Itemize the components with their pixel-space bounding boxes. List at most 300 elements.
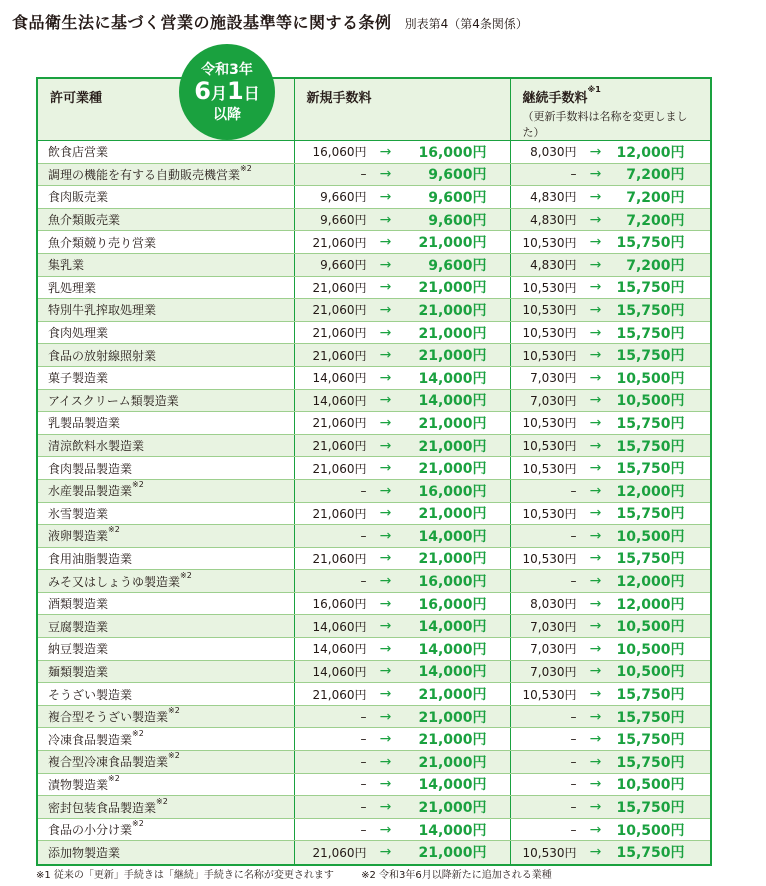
new-fee-old: 16,060円 (312, 597, 367, 612)
fee-table (36, 77, 712, 866)
new-fee-old: – (360, 777, 367, 792)
new-fee-cell (294, 344, 510, 367)
arrow-icon: → (379, 437, 392, 454)
renew-fee-cell (510, 299, 710, 322)
renew-fee-old: – (570, 483, 577, 498)
new-fee-cell (294, 728, 510, 751)
arrow-icon: → (379, 776, 392, 793)
business-type-cell: 集乳業 (38, 253, 294, 276)
table-row (38, 683, 710, 706)
business-type-cell: 食品の放射線照射業 (38, 344, 294, 367)
arrow-icon: → (379, 799, 392, 816)
business-type-cell: 冷凍食品製造業$^{※2}$ (38, 728, 294, 751)
renew-fee-cell (510, 412, 710, 435)
renew-fee-new: 15,750円 (616, 235, 685, 252)
business-type-cell: 酒類製造業 (38, 592, 294, 615)
new-fee-old: – (360, 528, 367, 543)
table-row (38, 344, 710, 367)
business-type-cell: 特別牛乳搾取処理業 (38, 299, 294, 322)
new-fee-new: 16,000円 (418, 144, 487, 161)
renew-fee-new: 15,750円 (616, 709, 685, 726)
new-fee-new: 21,000円 (418, 687, 487, 704)
renew-fee-cell (510, 841, 710, 864)
new-fee-new: 21,000円 (418, 551, 487, 568)
renew-fee-cell (510, 389, 710, 412)
table-row (38, 728, 710, 751)
arrow-icon: → (589, 211, 602, 228)
arrow-icon: → (379, 392, 392, 409)
renew-fee-new: 15,750円 (616, 438, 685, 455)
new-fee-old: 21,060円 (312, 303, 367, 318)
new-fee-cell (294, 253, 510, 276)
table-header-row (38, 79, 710, 141)
new-fee-new: 21,000円 (418, 845, 487, 862)
renew-fee-cell (510, 366, 710, 389)
renew-fee-cell (510, 525, 710, 548)
renew-fee-cell (510, 705, 710, 728)
renew-fee-new: 10,500円 (616, 664, 685, 681)
arrow-icon: → (379, 731, 392, 748)
renew-fee-old: – (570, 574, 577, 589)
business-type-cell: 麺類製造業 (38, 660, 294, 683)
new-fee-cell (294, 660, 510, 683)
renew-fee-cell (510, 638, 710, 661)
new-fee-new: 21,000円 (418, 235, 487, 252)
badge-date: 6月1日 (194, 76, 260, 105)
arrow-icon: → (589, 573, 602, 590)
arrow-icon: → (379, 324, 392, 341)
renew-fee-cell (510, 141, 710, 164)
renew-fee-old: 8,030円 (530, 597, 577, 612)
arrow-icon: → (589, 753, 602, 770)
new-fee-cell (294, 299, 510, 322)
business-type-cell: 豆腐製造業 (38, 615, 294, 638)
renew-fee-new: 15,750円 (616, 800, 685, 817)
new-fee-new: 9,600円 (428, 212, 487, 229)
arrow-icon: → (589, 414, 602, 431)
new-fee-new: 16,000円 (418, 483, 487, 500)
arrow-icon: → (379, 573, 392, 590)
renew-fee-cell (510, 344, 710, 367)
arrow-icon: → (379, 708, 392, 725)
renew-fee-new: 15,750円 (616, 687, 685, 704)
title-main: 食品衛生法に基づく営業の施設基準等に関する条例 (12, 13, 392, 32)
table-row (38, 841, 710, 864)
renew-fee-new: 7,200円 (626, 189, 685, 206)
arrow-icon: → (379, 595, 392, 612)
renew-fee-cell (510, 457, 710, 480)
new-fee-cell (294, 773, 510, 796)
table-row (38, 366, 710, 389)
renew-fee-old: 10,530円 (522, 326, 577, 341)
business-type-cell: 氷雪製造業 (38, 502, 294, 525)
new-fee-cell (294, 638, 510, 661)
table-row (38, 231, 710, 254)
arrow-icon: → (589, 279, 602, 296)
new-fee-new: 21,000円 (418, 461, 487, 478)
new-fee-cell (294, 615, 510, 638)
new-fee-cell (294, 841, 510, 864)
badge-year: 令和3年 (201, 61, 253, 78)
arrow-icon: → (379, 211, 392, 228)
renew-fee-new: 15,750円 (616, 280, 685, 297)
arrow-icon: → (379, 234, 392, 251)
renew-fee-old: 7,030円 (530, 619, 577, 634)
business-type-cell: 複合型そうざい製造業$^{※2}$ (38, 705, 294, 728)
renew-fee-cell (510, 321, 710, 344)
new-fee-new: 9,600円 (428, 257, 487, 274)
business-type-cell: 菓子製造業 (38, 366, 294, 389)
arrow-icon: → (379, 753, 392, 770)
new-fee-old: 9,660円 (320, 190, 367, 205)
renew-fee-new: 15,750円 (616, 506, 685, 523)
renew-fee-new: 10,500円 (616, 370, 685, 387)
renew-fee-old: 7,030円 (530, 371, 577, 386)
new-fee-cell (294, 818, 510, 841)
renew-fee-old: 10,530円 (522, 687, 577, 702)
new-fee-new: 21,000円 (418, 415, 487, 432)
new-fee-new: 14,000円 (418, 619, 487, 636)
arrow-icon: → (589, 618, 602, 635)
business-type-cell: 食品の小分け業$^{※2}$ (38, 818, 294, 841)
arrow-icon: → (589, 188, 602, 205)
business-type-cell: 複合型冷凍食品製造業$^{※2}$ (38, 751, 294, 774)
arrow-icon: → (379, 414, 392, 431)
new-fee-cell (294, 502, 510, 525)
arrow-icon: → (589, 460, 602, 477)
renew-fee-new: 10,500円 (616, 822, 685, 839)
table-row (38, 208, 710, 231)
renew-fee-new: 15,750円 (616, 415, 685, 432)
table-row (38, 141, 710, 164)
arrow-icon: → (379, 460, 392, 477)
new-fee-cell (294, 457, 510, 480)
renew-fee-new: 15,750円 (616, 302, 685, 319)
new-fee-cell (294, 412, 510, 435)
badge-since: 以降 (213, 106, 241, 123)
business-type-cell: 納豆製造業 (38, 638, 294, 661)
table-row (38, 434, 710, 457)
new-fee-old: 21,060円 (312, 416, 367, 431)
arrow-icon: → (379, 844, 392, 861)
new-fee-cell (294, 208, 510, 231)
arrow-icon: → (589, 686, 602, 703)
new-fee-new: 21,000円 (418, 302, 487, 319)
renew-fee-cell (510, 479, 710, 502)
new-fee-old: 14,060円 (312, 619, 367, 634)
arrow-icon: → (589, 527, 602, 544)
arrow-icon: → (379, 663, 392, 680)
business-type-cell: 清涼飲料水製造業 (38, 434, 294, 457)
renew-fee-new: 10,500円 (616, 393, 685, 410)
new-fee-cell (294, 141, 510, 164)
renew-fee-old: – (570, 822, 577, 837)
new-fee-new: 14,000円 (418, 370, 487, 387)
business-type-cell: 水産製品製造業$^{※2}$ (38, 479, 294, 502)
renew-fee-cell (510, 592, 710, 615)
business-type-cell: そうざい製造業 (38, 683, 294, 706)
new-fee-old: 14,060円 (312, 393, 367, 408)
table-row (38, 796, 710, 819)
new-fee-new: 9,600円 (428, 167, 487, 184)
renew-fee-new: 7,200円 (626, 257, 685, 274)
renew-fee-old: – (570, 528, 577, 543)
footnote-2: ※2 令和3年6月以降新たに追加される業種 (361, 870, 552, 881)
new-fee-new: 14,000円 (418, 528, 487, 545)
table-row (38, 457, 710, 480)
table-row (38, 163, 710, 186)
renew-fee-cell (510, 502, 710, 525)
renew-fee-old: 10,530円 (522, 439, 577, 454)
table-row (38, 276, 710, 299)
new-fee-old: 14,060円 (312, 371, 367, 386)
arrow-icon: → (589, 595, 602, 612)
business-type-cell: アイスクリーム類製造業 (38, 389, 294, 412)
table-row (38, 638, 710, 661)
renew-fee-cell (510, 547, 710, 570)
table-row (38, 253, 710, 276)
new-fee-cell (294, 751, 510, 774)
new-fee-cell (294, 683, 510, 706)
new-fee-new: 9,600円 (428, 189, 487, 206)
business-type-cell: 添加物製造業 (38, 841, 294, 864)
business-type-cell: 乳処理業 (38, 276, 294, 299)
renew-fee-old: – (570, 709, 577, 724)
document-title (12, 10, 528, 34)
renew-fee-cell (510, 253, 710, 276)
renew-fee-old: – (570, 732, 577, 747)
business-type-cell: 食肉製品製造業 (38, 457, 294, 480)
arrow-icon: → (589, 550, 602, 567)
table-row (38, 615, 710, 638)
new-fee-old: 14,060円 (312, 642, 367, 657)
renew-fee-old: 10,530円 (522, 348, 577, 363)
arrow-icon: → (379, 369, 392, 386)
renew-fee-new: 7,200円 (626, 212, 685, 229)
table-row (38, 389, 710, 412)
new-fee-cell (294, 705, 510, 728)
renew-fee-old: – (570, 754, 577, 769)
new-fee-old: 21,060円 (312, 439, 367, 454)
new-fee-cell (294, 389, 510, 412)
new-fee-old: – (360, 483, 367, 498)
new-fee-old: – (360, 574, 367, 589)
arrow-icon: → (589, 301, 602, 318)
renew-fee-cell (510, 186, 710, 209)
renew-fee-new: 12,000円 (616, 574, 685, 591)
new-fee-new: 21,000円 (418, 325, 487, 342)
table-row (38, 321, 710, 344)
arrow-icon: → (589, 776, 602, 793)
renew-fee-old: 10,530円 (522, 506, 577, 521)
arrow-icon: → (589, 347, 602, 364)
header-new-fee: 新規手数料 (294, 79, 510, 141)
renew-fee-new: 15,750円 (616, 348, 685, 365)
renew-fee-new: 15,750円 (616, 551, 685, 568)
table-row (38, 751, 710, 774)
arrow-icon: → (589, 166, 602, 183)
arrow-icon: → (379, 686, 392, 703)
arrow-icon: → (589, 437, 602, 454)
renew-fee-cell (510, 773, 710, 796)
renew-fee-cell (510, 434, 710, 457)
renew-fee-old: 8,030円 (530, 145, 577, 160)
new-fee-old: – (360, 167, 367, 182)
arrow-icon: → (589, 234, 602, 251)
business-type-cell: 飲食店営業 (38, 141, 294, 164)
arrow-icon: → (379, 821, 392, 838)
arrow-icon: → (379, 618, 392, 635)
renew-fee-new: 12,000円 (616, 483, 685, 500)
arrow-icon: → (589, 324, 602, 341)
new-fee-old: 21,060円 (312, 326, 367, 341)
arrow-icon: → (589, 505, 602, 522)
new-fee-old: – (360, 800, 367, 815)
arrow-icon: → (589, 392, 602, 409)
renew-fee-old: – (570, 777, 577, 792)
new-fee-new: 21,000円 (418, 732, 487, 749)
footnotes (36, 866, 576, 881)
table-row (38, 412, 710, 435)
table-row (38, 773, 710, 796)
new-fee-old: 21,060円 (312, 235, 367, 250)
business-type-cell: みそ又はしょうゆ製造業$^{※2}$ (38, 570, 294, 593)
new-fee-new: 14,000円 (418, 393, 487, 410)
new-fee-new: 14,000円 (418, 822, 487, 839)
renew-fee-old: 7,030円 (530, 664, 577, 679)
renew-fee-new: 10,500円 (616, 528, 685, 545)
arrow-icon: → (589, 708, 602, 725)
arrow-icon: → (379, 279, 392, 296)
business-type-cell: 食肉販売業 (38, 186, 294, 209)
header-renew-note: （更新手数料は名称を変更しました） (522, 110, 688, 139)
header-renew-fee: 継続手数料$^{※1}$ （更新手数料は名称を変更しました） (510, 79, 710, 141)
renew-fee-old: 10,530円 (522, 303, 577, 318)
new-fee-old: – (360, 822, 367, 837)
new-fee-cell (294, 321, 510, 344)
arrow-icon: → (589, 143, 602, 160)
arrow-icon: → (379, 505, 392, 522)
renew-fee-old: 10,530円 (522, 280, 577, 295)
renew-fee-cell (510, 818, 710, 841)
arrow-icon: → (379, 166, 392, 183)
business-type-cell: 乳製品製造業 (38, 412, 294, 435)
renew-fee-cell (510, 728, 710, 751)
renew-fee-old: 10,530円 (522, 551, 577, 566)
arrow-icon: → (589, 731, 602, 748)
table-row (38, 186, 710, 209)
new-fee-old: 21,060円 (312, 461, 367, 476)
renew-fee-old: 4,830円 (530, 190, 577, 205)
new-fee-old: 21,060円 (312, 280, 367, 295)
renew-fee-new: 10,500円 (616, 641, 685, 658)
new-fee-new: 16,000円 (418, 596, 487, 613)
arrow-icon: → (379, 527, 392, 544)
renew-fee-new: 15,750円 (616, 732, 685, 749)
new-fee-new: 14,000円 (418, 664, 487, 681)
new-fee-old: – (360, 732, 367, 747)
table-row (38, 592, 710, 615)
business-type-cell: 漬物製造業$^{※2}$ (38, 773, 294, 796)
arrow-icon: → (379, 256, 392, 273)
renew-fee-old: 4,830円 (530, 258, 577, 273)
new-fee-old: – (360, 754, 367, 769)
arrow-icon: → (589, 256, 602, 273)
new-fee-old: – (360, 709, 367, 724)
table-row (38, 660, 710, 683)
arrow-icon: → (379, 640, 392, 657)
new-fee-old: 21,060円 (312, 551, 367, 566)
new-fee-old: 9,660円 (320, 258, 367, 273)
new-fee-cell (294, 547, 510, 570)
business-type-cell: 魚介類販売業 (38, 208, 294, 231)
new-fee-new: 21,000円 (418, 348, 487, 365)
business-type-cell: 食肉処理業 (38, 321, 294, 344)
arrow-icon: → (379, 482, 392, 499)
renew-fee-cell (510, 276, 710, 299)
business-type-cell: 液卵製造業$^{※2}$ (38, 525, 294, 548)
new-fee-new: 21,000円 (418, 800, 487, 817)
renew-fee-old: 10,530円 (522, 845, 577, 860)
new-fee-old: 14,060円 (312, 664, 367, 679)
new-fee-old: 21,060円 (312, 687, 367, 702)
table-row (38, 479, 710, 502)
renew-fee-cell (510, 570, 710, 593)
arrow-icon: → (379, 143, 392, 160)
renew-fee-new: 15,750円 (616, 845, 685, 862)
new-fee-new: 21,000円 (418, 280, 487, 297)
renew-fee-old: 10,530円 (522, 416, 577, 431)
new-fee-new: 14,000円 (418, 641, 487, 658)
arrow-icon: → (589, 369, 602, 386)
arrow-icon: → (589, 844, 602, 861)
new-fee-old: 21,060円 (312, 845, 367, 860)
arrow-icon: → (589, 640, 602, 657)
new-fee-cell (294, 186, 510, 209)
table-row (38, 705, 710, 728)
business-type-cell: 魚介類競り売り営業 (38, 231, 294, 254)
arrow-icon: → (589, 482, 602, 499)
title-sub: 別表第4（第4条関係） (404, 17, 528, 31)
renew-fee-cell (510, 615, 710, 638)
new-fee-cell (294, 796, 510, 819)
renew-fee-cell (510, 163, 710, 186)
business-type-cell: 密封包装食品製造業$^{※2}$ (38, 796, 294, 819)
table-row (38, 299, 710, 322)
renew-fee-cell (510, 751, 710, 774)
table-row (38, 570, 710, 593)
new-fee-old: 9,660円 (320, 213, 367, 228)
renew-fee-new: 15,750円 (616, 754, 685, 771)
renew-fee-old: 7,030円 (530, 642, 577, 657)
new-fee-new: 21,000円 (418, 754, 487, 771)
renew-fee-cell (510, 231, 710, 254)
new-fee-new: 16,000円 (418, 574, 487, 591)
new-fee-new: 21,000円 (418, 709, 487, 726)
renew-fee-old: – (570, 167, 577, 182)
renew-fee-cell (510, 683, 710, 706)
new-fee-cell (294, 570, 510, 593)
header-business-type: 許可業種 (38, 79, 294, 141)
new-fee-cell (294, 366, 510, 389)
new-fee-cell (294, 479, 510, 502)
new-fee-new: 21,000円 (418, 438, 487, 455)
new-fee-old: 21,060円 (312, 348, 367, 363)
new-fee-cell (294, 231, 510, 254)
arrow-icon: → (589, 821, 602, 838)
renew-fee-new: 10,500円 (616, 777, 685, 794)
renew-fee-new: 7,200円 (626, 167, 685, 184)
